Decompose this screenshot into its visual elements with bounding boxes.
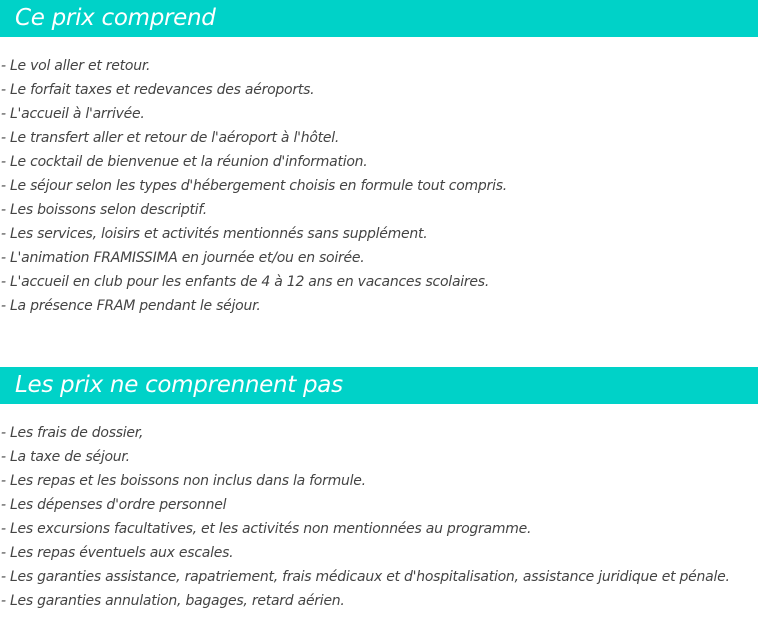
section-title-excluded: Les prix ne comprennent pas — [0, 367, 758, 404]
included-items-list — [1, 54, 507, 318]
list-item: - Le forfait taxes et redevances des aéroports. — [1, 82, 315, 98]
list-item: - Le séjour selon les types d'hébergement choisis en formule tout compris. — [1, 178, 507, 194]
list-item: - Le vol aller et retour. — [1, 58, 151, 74]
list-item: - Les dépenses d'ordre personnel — [1, 497, 227, 513]
list-item: - La présence FRAM pendant le séjour. — [1, 298, 261, 314]
list-item: - La taxe de séjour. — [1, 449, 130, 465]
section-title-included: Ce prix comprend — [0, 0, 758, 37]
excluded-items-list — [1, 421, 730, 613]
list-item: - Les garanties annulation, bagages, retard aérien. — [1, 593, 345, 609]
list-item: - Les excursions facultatives, et les activités non mentionnées au programme. — [1, 521, 532, 537]
list-item: - L'animation FRAMISSIMA en journée et/ou en soirée. — [1, 250, 365, 266]
list-item: - Les frais de dossier, — [1, 425, 144, 441]
list-item: - Les repas éventuels aux escales. — [1, 545, 234, 561]
list-item: - L'accueil en club pour les enfants de 4 à 12 ans en vacances scolaires. — [1, 274, 490, 290]
list-item: - Les garanties assistance, rapatriement, frais médicaux et d'hospitalisation, assistance juridique et pénale. — [1, 569, 730, 585]
list-item: - L'accueil à l'arrivée. — [1, 106, 145, 122]
list-item: - Le cocktail de bienvenue et la réunion d'information. — [1, 154, 368, 170]
list-item: - Les services, loisirs et activités mentionnés sans supplément. — [1, 226, 428, 242]
list-item: - Les boissons selon descriptif. — [1, 202, 207, 218]
list-item: - Le transfert aller et retour de l'aéroport à l'hôtel. — [1, 130, 340, 146]
list-item: - Les repas et les boissons non inclus dans la formule. — [1, 473, 366, 489]
